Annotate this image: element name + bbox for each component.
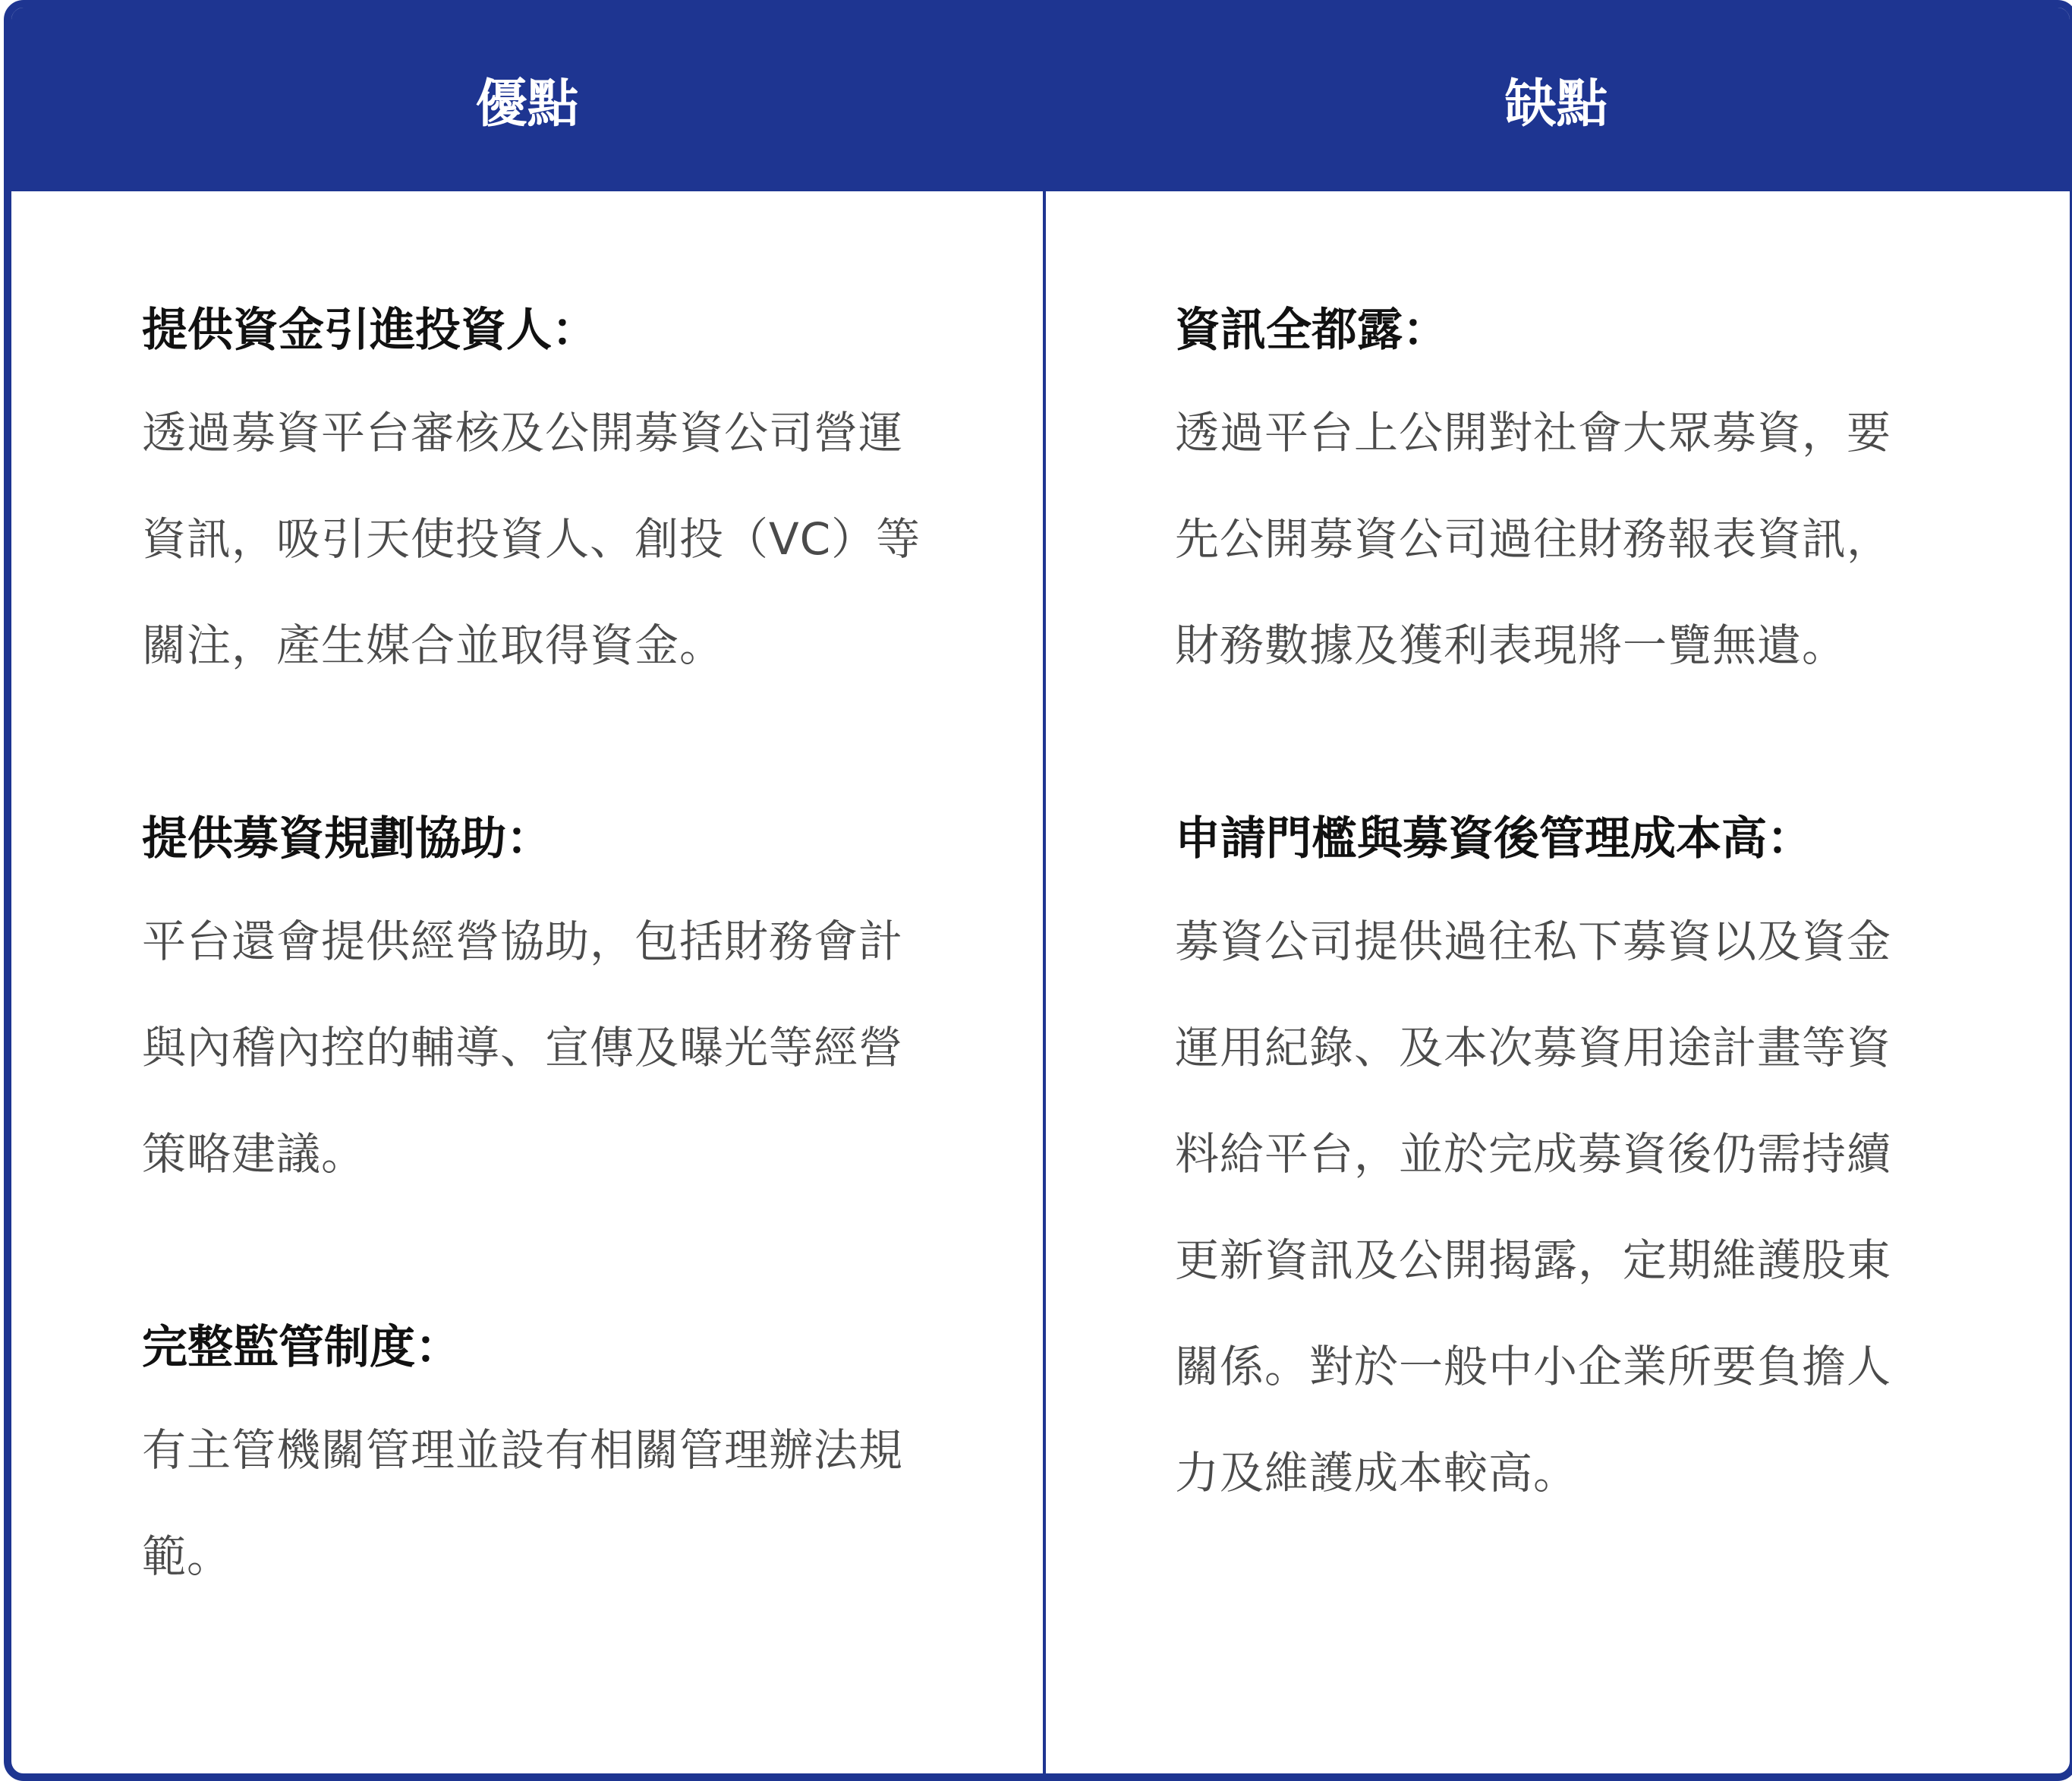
pros-item-body: 有主管機關管理並設有相關管理辦法規 範。 xyxy=(142,1424,904,1582)
cons-item-body: 募資公司提供過往私下募資以及資金 運用紀錄、及本次募資用途計畫等資 料給平台，並於完成募資後仍需持續 更新資訊及公開揭露，定期維護股東 關係。對於一般中小企業所要負擔人 力及維護成本較高。 xyxy=(1175,916,1892,1499)
column-divider xyxy=(1043,191,1046,1781)
pros-item-body: 透過募資平台審核及公開募資公司營運 資訊，吸引天使投資人、創投（VC）等 關注，產生媒合並取得資金。 xyxy=(142,407,921,671)
pros-item xyxy=(142,296,1000,698)
table-header xyxy=(11,8,2070,191)
pros-item-body: 平台還會提供經營協助，包括財務會計 與內稽內控的輔導、宣傳及曝光等經營 策略建議。 xyxy=(142,916,904,1180)
pros-column xyxy=(142,296,1000,1716)
cons-item xyxy=(1175,805,2033,1526)
pros-item xyxy=(142,1313,1000,1609)
cons-item-title: 資訊全都露： xyxy=(1175,304,1448,357)
pros-item xyxy=(142,805,1000,1207)
cons-item-title: 申請門檻與募資後管理成本高： xyxy=(1175,812,1812,865)
cons-column xyxy=(1175,296,2033,1632)
cons-header: 缺點 xyxy=(1504,74,1608,134)
pros-item-title: 提供募資規劃協助： xyxy=(142,812,552,865)
pros-header: 優點 xyxy=(475,74,579,134)
pros-item-title: 完整監管制度： xyxy=(142,1321,461,1374)
cons-item xyxy=(1175,296,2033,698)
cons-item-body: 透過平台上公開對社會大眾募資，要 先公開募資公司過往財務報表資訊， 財務數據及獲利表現將一覽無遺。 xyxy=(1175,407,1892,671)
pros-item-title: 提供資金引進投資人： xyxy=(142,304,597,357)
pros-cons-table xyxy=(4,0,2072,1781)
